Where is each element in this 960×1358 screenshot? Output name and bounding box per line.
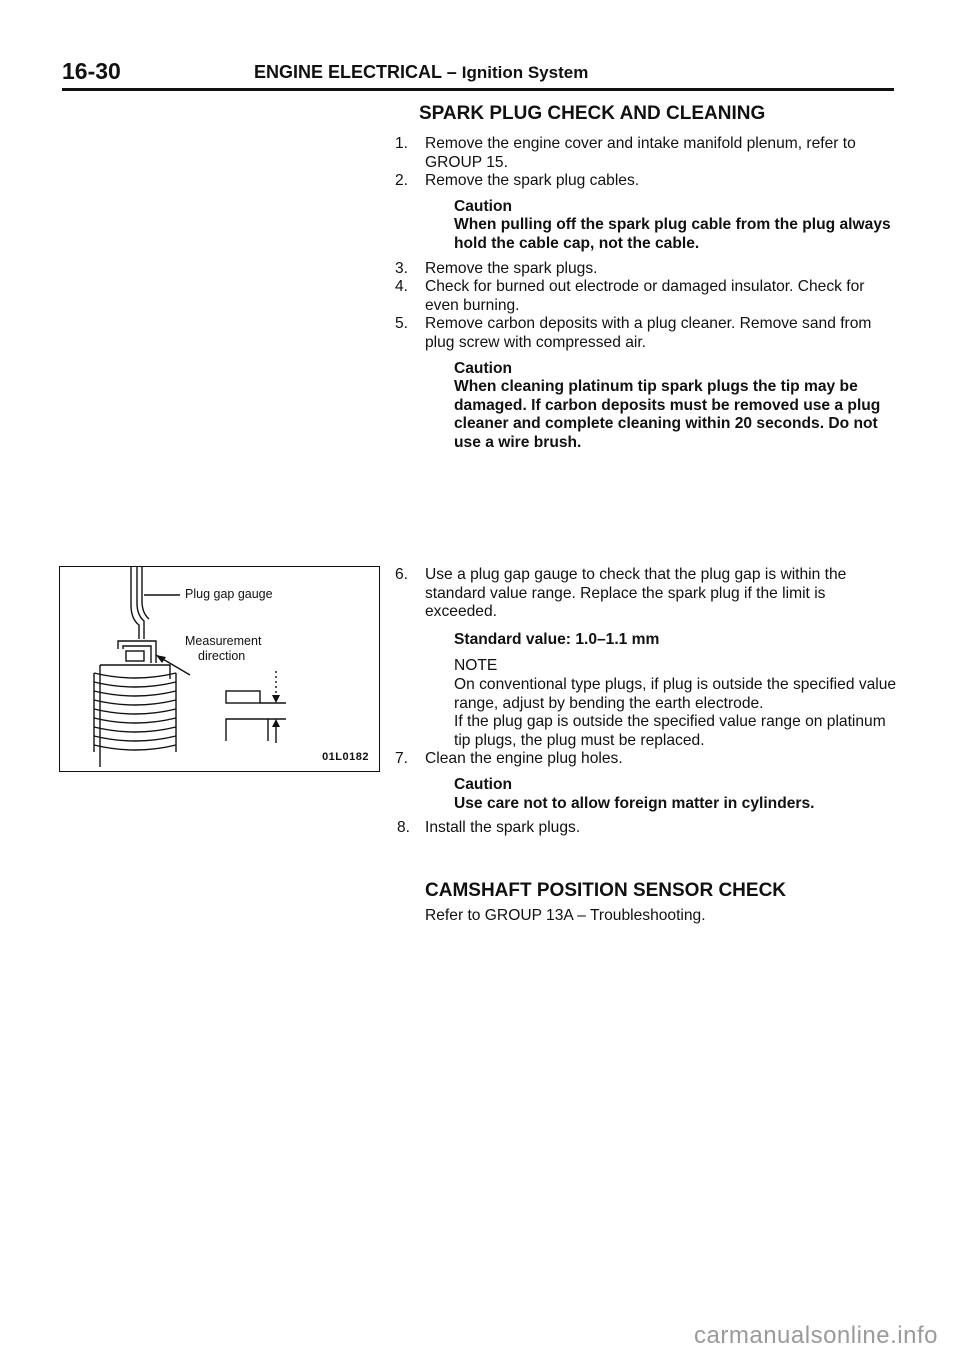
caution-label: Caution [454, 359, 513, 377]
step-number: 1. [395, 135, 409, 152]
step-number: 4. [395, 278, 409, 296]
step-text: Check for burned out electrode or damaged insulator. Check for even burning. [425, 278, 865, 314]
step-number: 2. [395, 172, 409, 190]
section-name: ENGINE ELECTRICAL [254, 62, 442, 82]
step-8 [395, 819, 900, 838]
caution-label: Caution [454, 775, 513, 793]
step-number: 6. [395, 566, 409, 583]
step-number: 8. [397, 819, 411, 837]
plug-gap-gauge-label: Plug gap gauge [185, 587, 273, 601]
header-rule [62, 88, 894, 91]
note-line: On conventional type plugs, if plug is outside the specified value range, adjust by bending the earth electrode. [454, 675, 897, 712]
step-text: Remove carbon deposits with a plug cleaner. Remove sand from plug screw with compressed air. [425, 315, 872, 351]
section-dash: – [446, 62, 457, 82]
section-title [254, 62, 588, 83]
spark-plug-title: SPARK PLUG CHECK AND CLEANING [419, 103, 766, 124]
spark-plug-lower-text [395, 566, 900, 838]
step-text: Clean the engine plug holes. [425, 750, 623, 768]
note-block [395, 657, 900, 750]
step-2 [395, 172, 900, 191]
figure-code: 01L0182 [322, 751, 369, 763]
camshaft-title: CAMSHAFT POSITION SENSOR CHECK [425, 880, 787, 901]
step-3 [395, 260, 900, 279]
note-label: NOTE [454, 657, 498, 675]
caution-1 [395, 198, 900, 254]
step-text: Install the spark plugs. [425, 819, 581, 837]
step-1 [395, 135, 900, 172]
step-6 [395, 566, 900, 622]
step-text: Use a plug gap gauge to check that the plug gap is within the standard value range. Replace the spark plug if the limit is exceeded. [425, 566, 847, 621]
step-number: 7. [395, 750, 409, 768]
caution-2 [395, 360, 900, 453]
step-number: 5. [395, 315, 409, 333]
measurement-label: Measurement [185, 634, 262, 648]
note-line: If the plug gap is outside the specified value range on platinum tip plugs, the plug must be replaced. [454, 713, 886, 749]
subsection-name: Ignition System [461, 63, 589, 82]
step-text: Remove the spark plug cables. [425, 172, 640, 190]
step-5 [395, 315, 900, 352]
step-7 [395, 750, 900, 769]
step-text: Remove the spark plugs. [425, 259, 598, 277]
caution-text: When cleaning platinum tip spark plugs the tip may be damaged. If carbon deposits must be removed use a plug cleaner and complete cleaning within 20 seconds. Do not use a wire brush. [454, 378, 881, 451]
camshaft-text: Refer to GROUP 13A – Troubleshooting. [425, 907, 706, 924]
step-number: 3. [395, 259, 409, 277]
caution-label: Caution [454, 197, 513, 215]
standard-value: Standard value: 1.0–1.1 mm [454, 630, 660, 648]
direction-label: direction [198, 649, 246, 663]
watermark: carmanualsonline.info [694, 1322, 938, 1349]
page-number: 16-30 [62, 58, 121, 84]
page-header [62, 58, 892, 88]
caution-text: Use care not to allow foreign matter in cylinders. [454, 794, 815, 812]
caution-text: When pulling off the spark plug cable from the plug always hold the cable cap, not the cable. [454, 216, 891, 252]
step-text: Remove the engine cover and intake manifold plenum, refer to GROUP 15. [425, 135, 856, 171]
spark-plug-gap-figure [59, 566, 380, 772]
spark-plug-upper-text [395, 135, 900, 459]
step-4 [395, 278, 900, 315]
caution-3 [395, 776, 900, 813]
